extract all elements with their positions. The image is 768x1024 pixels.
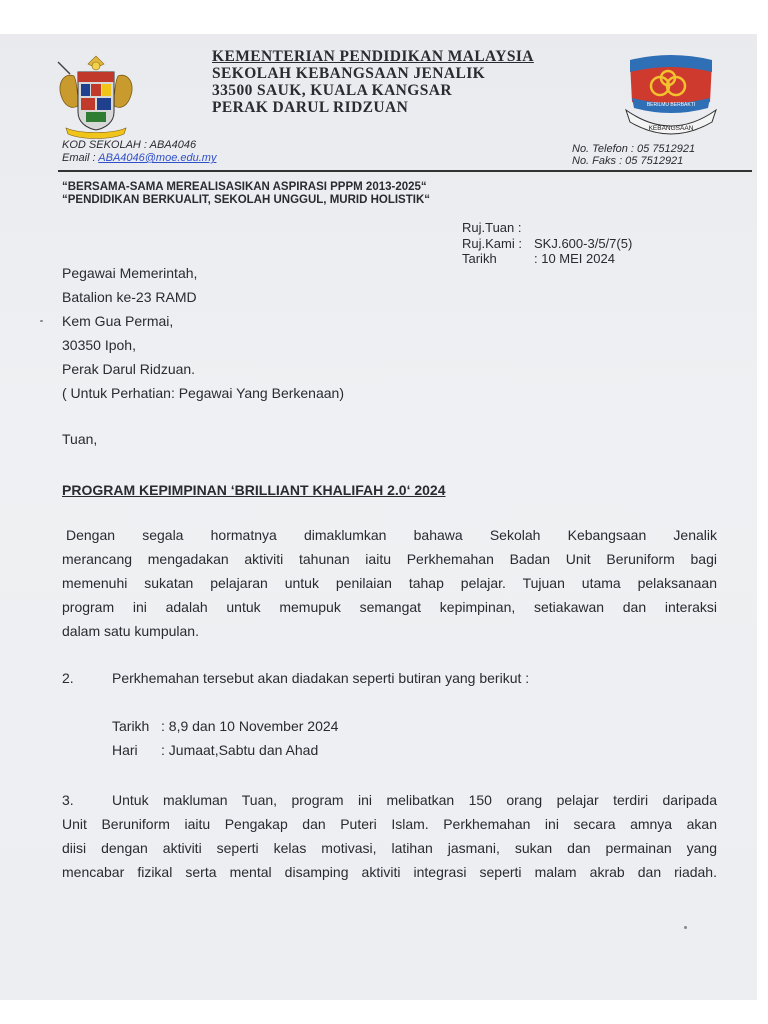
ref-tuan (462, 220, 522, 235)
ref-tuan-label: Ruj.Tuan : (462, 220, 522, 235)
phone-number: No. Telefon : 05 7512921 (572, 143, 696, 155)
paragraph-3-number: 3. (62, 792, 74, 808)
school-address-line-2: PERAK DARUL RIDZUAN (212, 99, 409, 116)
paragraph-3-line: mencabar fizikal serta mental disamping aktiviti integrasi seperti malam akrab dan riadah. (62, 864, 717, 880)
school-emblem-text: KEBANGSAAN (648, 125, 694, 132)
paragraph-1-line: program ini adalah untuk memupuk semangat kepimpinan, setiakawan dan interaksi (62, 599, 717, 615)
ref-kami-label: Ruj.Kami : (462, 236, 522, 251)
recipient-line: 30350 Ipoh, (62, 337, 136, 353)
email-label: Email : (62, 152, 99, 164)
event-date-label: Tarikh (112, 718, 150, 734)
scan-right-margin (757, 34, 768, 1000)
slogan-1: “BERSAMA-SAMA MEREALISASIKAN ASPIRASI PPPM 2013-2025“ (62, 181, 427, 193)
letter-subject: PROGRAM KEPIMPINAN ‘BRILLIANT KHALIFAH 2.0‘ 2024 (62, 482, 446, 498)
email-link[interactable]: ABA4046@moe.edu.my (98, 152, 217, 164)
fax-number: No. Faks : 05 7512921 (572, 155, 684, 167)
event-date (112, 718, 339, 734)
event-date-value: : 8,9 dan 10 November 2024 (161, 718, 339, 734)
salutation: Tuan, (62, 431, 98, 447)
paragraph-1-line: merancang mengadakan aktiviti tahunan iaitu Perkhemahan Badan Unit Beruniform bagi (62, 551, 717, 567)
recipient-line: Kem Gua Permai, (62, 313, 174, 329)
scan-top-margin (0, 0, 768, 34)
paragraph-2-number: 2. (62, 670, 74, 686)
event-days-value: : Jumaat,Sabtu dan Ahad (161, 742, 319, 758)
paragraph-3-line: diisi dengan aktiviti seperti kelas motivasi, latihan jasmani, sukan dan permainan yang (62, 840, 717, 856)
header-divider (58, 170, 752, 172)
paragraph-1-line: dalam satu kumpulan. (62, 623, 199, 639)
date-value: : 10 MEI 2024 (534, 251, 615, 266)
scan-speck (40, 320, 43, 322)
paragraph-1-line: Dengan segala hormatnya dimaklumkan bahawa Sekolah Kebangsaan Jenalik (66, 527, 717, 543)
event-days-label: Hari (112, 742, 138, 758)
recipient-line: Perak Darul Ridzuan. (62, 361, 196, 377)
slogan-2: “PENDIDIKAN BERKUALIT, SEKOLAH UNGGUL, MURID HOLISTIK“ (62, 194, 430, 206)
recipient-line: Batalion ke-23 RAMD (62, 289, 197, 305)
school-emblem-icon (622, 50, 720, 142)
school-address-line-1: 33500 SAUK, KUALA KANGSAR (212, 82, 452, 99)
date-label: Tarikh (462, 251, 497, 266)
email-line (62, 152, 216, 164)
recipient-line: Pegawai Memerintah, (62, 265, 198, 281)
ref-kami (462, 236, 633, 251)
paragraph-1-line: memenuhi sukatan pelajaran untuk penilaian tahap pelajar. Tujuan utama pelaksanaan (62, 575, 717, 591)
event-days (112, 742, 319, 758)
ministry-name: KEMENTERIAN PENDIDIKAN MALAYSIA (212, 48, 534, 65)
malaysia-coat-of-arms-icon (48, 54, 144, 140)
paragraph-2-text: Perkhemahan tersebut akan diadakan seperti butiran yang berikut : (112, 670, 530, 686)
paragraph-3-line: Unit Beruniform iaitu Pengakap dan Puteri Islam. Perkhemahan ini secara amnya akan (62, 816, 717, 832)
school-emblem-motto: BERILMU BERBAKTI (646, 102, 696, 108)
paragraph-3-first-line: Untuk makluman Tuan, program ini melibatkan 150 orang pelajar terdiri daripada (112, 792, 717, 808)
letter-date (462, 251, 615, 266)
school-code: KOD SEKOLAH : ABA4046 (62, 139, 197, 151)
school-name: SEKOLAH KEBANGSAAN JENALIK (212, 65, 486, 82)
ref-kami-value: SKJ.600-3/5/7(5) (534, 236, 633, 251)
scan-speck (684, 926, 687, 929)
scan-bottom-margin (0, 1000, 768, 1024)
recipient-attention: ( Untuk Perhatian: Pegawai Yang Berkenaan) (62, 385, 344, 401)
